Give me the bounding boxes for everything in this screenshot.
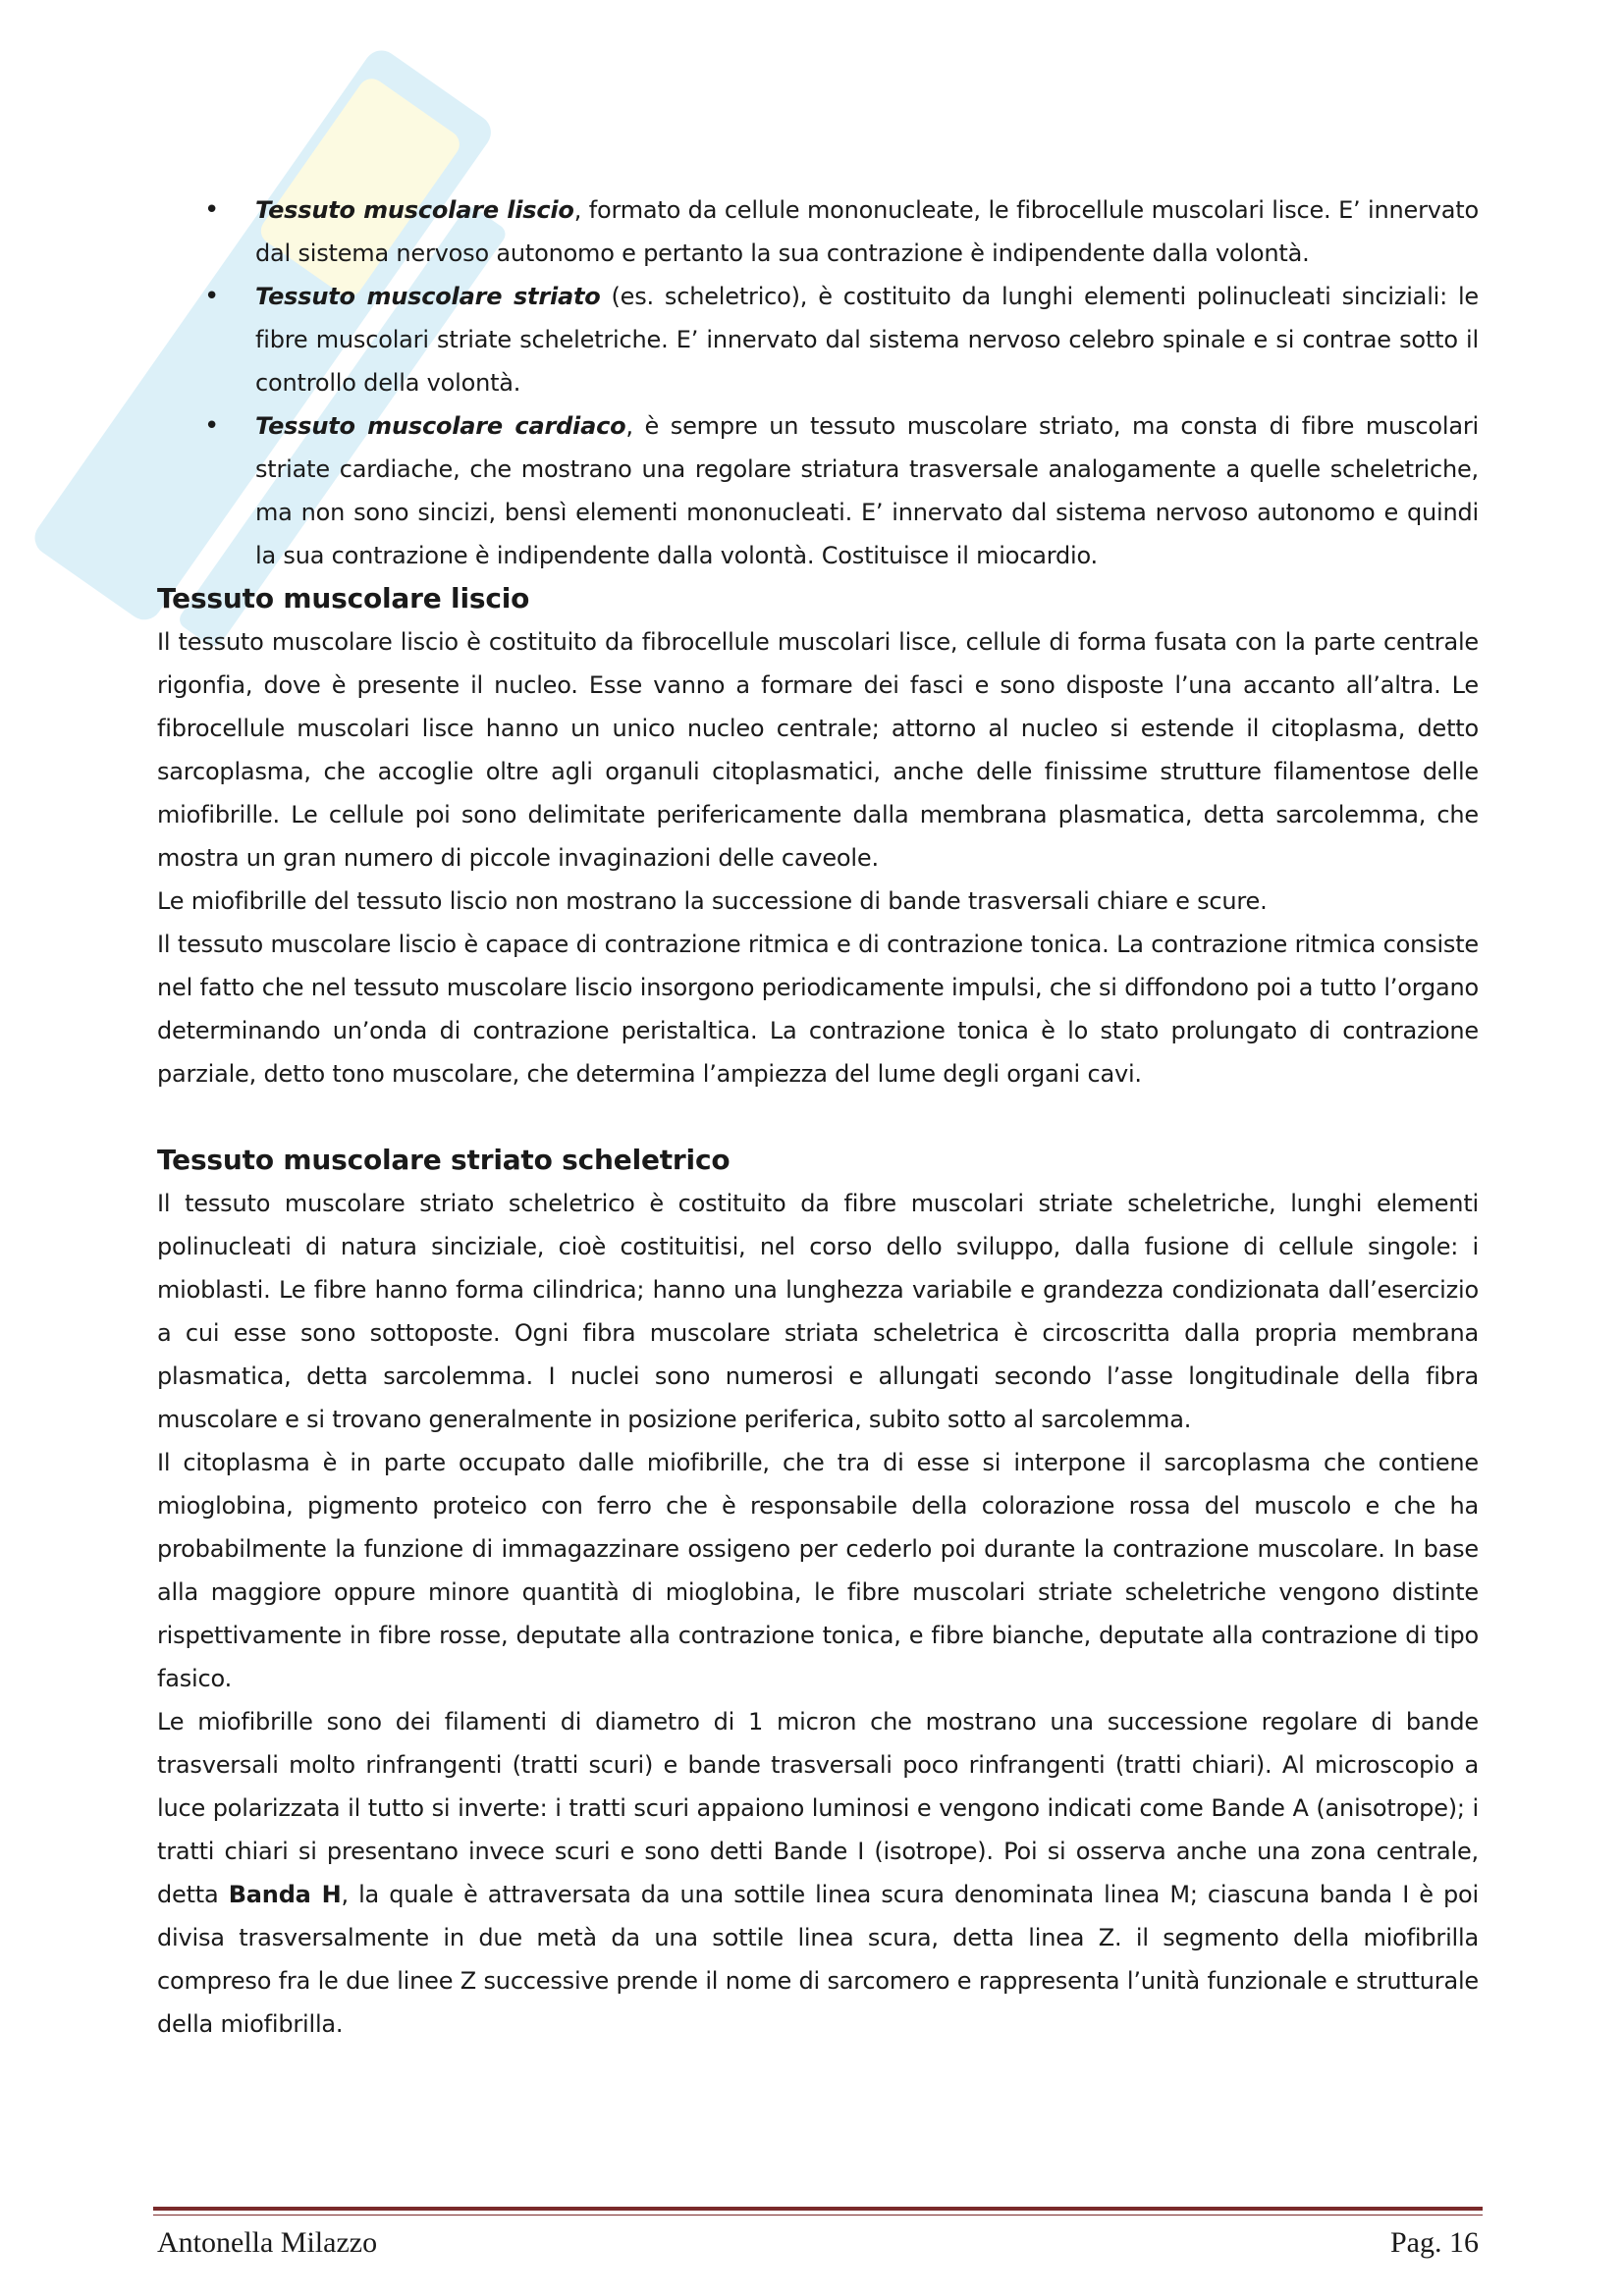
spacer	[157, 1095, 1479, 1139]
bullet-list	[157, 188, 1479, 577]
paragraph: Il citoplasma è in parte occupato dalle miofibrille, che tra di esse si interpone il sarcoplasma che contiene mioglobina, pigmento proteico con ferro che è responsabile della colorazione rossa del muscolo e che ha probabilmente la funzione di immagazzinare ossigeno per cederlo poi durante la contrazione muscolare. In base alla maggiore oppure minore quantità di mioglobina, le fibre muscolari striate scheletriche vengono distinte rispettivamente in fibre rosse, deputate alla contrazione tonica, e fibre bianche, deputate alla contrazione di tipo fasico.	[157, 1449, 1479, 1692]
page-footer	[157, 2226, 1479, 2260]
section-heading: Tessuto muscolare liscio	[157, 582, 530, 614]
page-content	[157, 188, 1479, 2046]
list-item: • Tessuto muscolare cardiaco, è sempre un tessuto muscolare striato, ma consta di fibre muscolari striate cardiache, che mostrano una regolare striatura trasversale analogamente a quelle scheletriche, ma non sono sincizi, bensì elementi mononucleati. E’ innervato dal sistema nervoso autonomo e quindi la sua contrazione è indipendente dalla volontà. Costituisce il miocardio.	[157, 404, 1479, 577]
section-heading: Tessuto muscolare striato scheletrico	[157, 1144, 731, 1176]
paragraph: Il tessuto muscolare liscio è costituito da fibrocellule muscolari lisce, cellule di forma fusata con la parte centrale rigonfia, dove è presente il nucleo. Esse vanno a formare dei fasci e sono disposte l’una accanto all’altra. Le fibrocellule muscolari lisce hanno un unico nucleo centrale; attorno al nucleo si estende il citoplasma, detto sarcoplasma, che accoglie oltre agli organuli citoplasmatici, anche delle finissime strutture filamentose delle miofibrille. Le cellule poi sono delimitate perifericamente dalla membrana plasmatica, detta sarcolemma, che mostra un gran numero di piccole invaginazioni delle caveole.	[157, 628, 1479, 872]
bold-term: Banda H	[228, 1881, 342, 1908]
footer-author: Antonella Milazzo	[157, 2226, 378, 2259]
paragraph: Le miofibrille del tessuto liscio non mostrano la successione di bande trasversali chiare e scure.	[157, 887, 1268, 915]
paragraph: Il tessuto muscolare liscio è capace di contrazione ritmica e di contrazione tonica. La contrazione ritmica consiste nel fatto che nel tessuto muscolare liscio insorgono periodicamente impulsi, che si diffondono poi a tutto l’organo determinando un’onda di contrazione peristaltica. La contrazione tonica è lo stato prolungato di contrazione parziale, detto tono muscolare, che determina l’ampiezza del lume degli organi cavi.	[157, 931, 1479, 1088]
paragraph: Il tessuto muscolare striato scheletrico è costituito da fibre muscolari striate scheletriche, lunghi elementi polinucleati di natura sinciziale, cioè costituitisi, nel corso dello sviluppo, dalla fusione di cellule singole: i mioblasti. Le fibre hanno forma cilindrica; hanno una lunghezza variabile e grandezza condizionata dall’esercizio a cui esse sono sottoposte. Ogni fibra muscolare striata scheletrica è circoscritta dalla propria membrana plasmatica, detta sarcolemma. I nuclei sono numerosi e allungati secondo l’asse longitudinale della fibra muscolare e si trovano generalmente in posizione periferica, subito sotto al sarcolemma.	[157, 1190, 1479, 1433]
paragraph: Le miofibrille sono dei filamenti di diametro di 1 micron che mostrano una successione regolare di bande trasversali molto rinfrangenti (tratti scuri) e bande trasversali poco rinfrangenti (tratti chiari). Al microscopio a luce polarizzata il tutto si inverte: i tratti scuri appaiono luminosi e vengono indicati come Bande A (anisotrope); i tratti chiari si presentano invece scuri e sono detti Bande I (isotrope). Poi si osserva anche una zona centrale, detta Banda H, la quale è attraversata da una sottile linea scura denominata linea M; ciascuna banda I è poi divisa trasversalmente in due metà da una sottile linea scura, detta linea Z. il segmento della miofibrilla compreso fra le due linee Z successive prende il nome di sarcomero e rappresenta l’unità funzionale e strutturale della miofibrilla.	[157, 1708, 1479, 2038]
footer-divider	[153, 2207, 1483, 2211]
page-number: Pag. 16	[1390, 2226, 1479, 2259]
footer-divider-thin	[153, 2215, 1483, 2216]
list-item: • Tessuto muscolare striato (es. scheletrico), è costituito da lunghi elementi polinucleati sinciziali: le fibre muscolari striate scheletriche. E’ innervato dal sistema nervoso celebro spinale e si contrae sotto il controllo della volontà.	[157, 275, 1479, 404]
list-item: • Tessuto muscolare liscio, formato da cellule mononucleate, le fibrocellule muscolari lisce. E’ innervato dal sistema nervoso autonomo e pertanto la sua contrazione è indipendente dalla volontà.	[157, 188, 1479, 275]
